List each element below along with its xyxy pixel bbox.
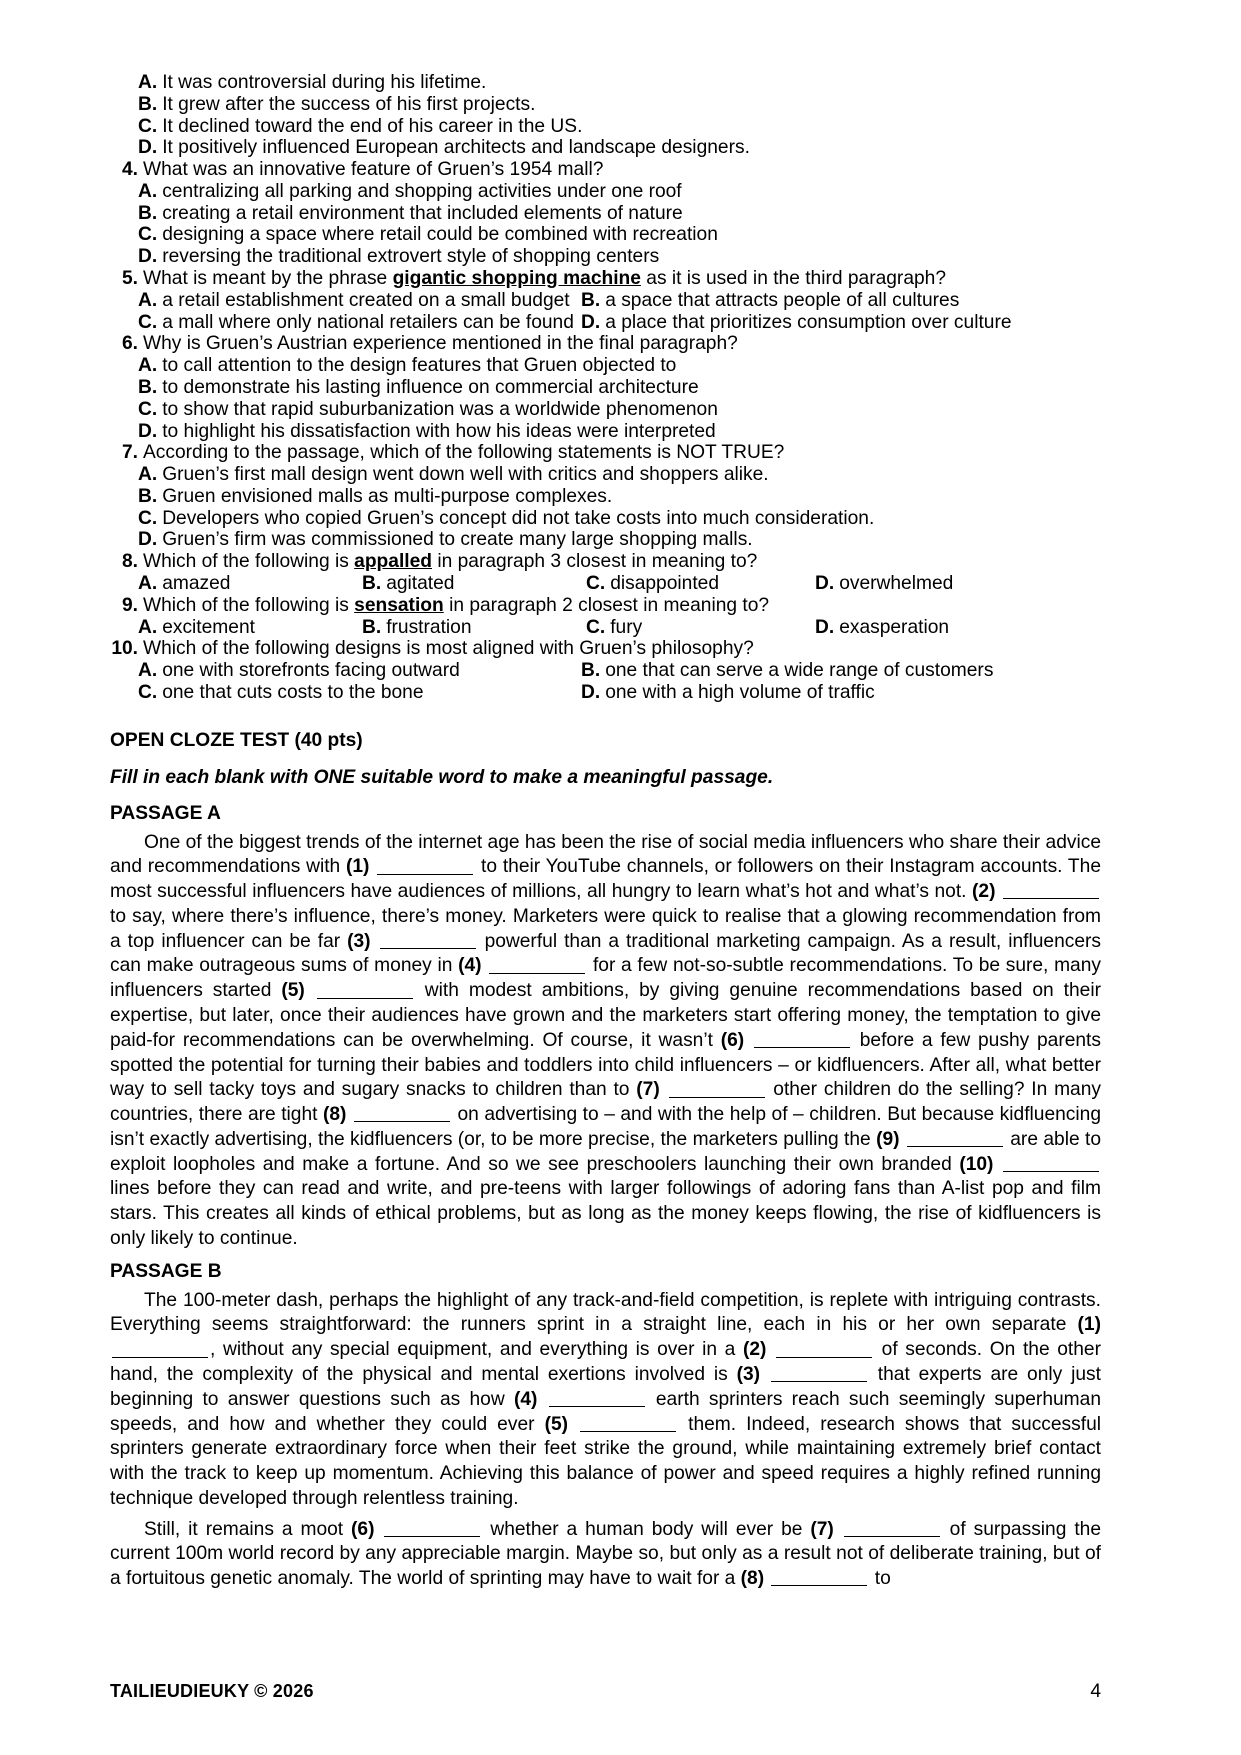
question-number: 10. <box>111 638 138 660</box>
option-text: Gruen envisioned malls as multi-purpose complexes. <box>162 485 613 507</box>
option-row-quad <box>110 617 1101 639</box>
option-text: to highlight his dissatisfaction with how his ideas were interpreted <box>162 420 716 442</box>
option-text: to call attention to the design features that Gruen objected to <box>162 355 677 377</box>
option-text: centralizing all parking and shopping activities under one roof <box>162 180 682 202</box>
option-cell <box>586 617 815 639</box>
option-text: agitated <box>386 572 455 594</box>
section-points: (40 pts) <box>294 729 363 751</box>
option-row <box>110 137 1101 159</box>
option-row-quad <box>110 573 1101 595</box>
option-text: Developers who copied Gruen’s concept did not take costs into much consideration. <box>162 507 875 529</box>
option-letter: D. <box>138 529 158 551</box>
option-cell <box>581 660 1101 682</box>
option-row-pair <box>110 682 1101 704</box>
option-cell <box>586 573 815 595</box>
option-letter: B. <box>138 485 158 507</box>
passage-b-paragraph-1: The 100-meter dash, perhaps the highlight of any track-and-field competition, is replete with intriguing contrasts. Everything seems straightforward: the runners sprint in a straight line, each in his or her own separate (1) , without any special equipment, and everything is over in a (2) of seconds. On the other hand, the complexity of the physical and mental exertions involved is (3) that experts are only just beginning to answer questions such as how (4) earth sprinters reach such seemingly superhuman speeds, and how and whether they could ever (5) them. Indeed, research shows that successful sprinters generate extraordinary force when their feet strike the ground, while maintaining extremely brief contact with the track to keep up momentum. Achieving this balance of power and speed requires a highly refined running technique developed through relentless training. <box>110 1289 1101 1509</box>
option-text: to demonstrate his lasting influence on commercial architecture <box>162 376 699 398</box>
question-7 <box>110 442 1101 464</box>
option-letter: C. <box>138 311 158 333</box>
option-row <box>110 224 1101 246</box>
question-stem: What was an innovative feature of Gruen’s 1954 mall? <box>143 159 604 181</box>
passage-a-paragraph: One of the biggest trends of the internet age has been the rise of social media influencers who share their advice and recommendations with (1) to their YouTube channels, or followers on their Instagram accounts. The most successful influencers have audiences of millions, all hungry to learn what’s hot and what’s not. (2) to say, where there’s influence, there’s money. Marketers were quick to realise that a glowing recommendation from a top influencer can be far (3) powerful than a traditional marketing campaign. As a result, influencers can make outrageous sums of money in (4) for a few not-so-subtle recommendations. To be sure, many influencers started (5) with modest ambitions, by giving genuine recommendations based on their expertise, but later, once their audiences have grown and the marketers start offering money, the temptation to give paid-for recommendations can be overwhelming. Of course, it wasn’t (6) before a few pushy parents spotted the potential for turning their babies and toddlers into child influencers – or kidfluencers. After all, what better way to sell tacky toys and sugary snacks to children than to (7) other children do the selling? In many countries, there are tight (8) on advertising to – and with the help of – children. But because kidfluencing isn’t exactly advertising, the kidfluencers (or, to be more precise, the marketers pulling the (9) are able to exploit loopholes and make a fortune. And so we see preschoolers launching their own branded (10) lines before they can read and write, and pre-teens with larger followings of adoring fans than A-list pop and film stars. This creates all kinds of ethical problems, but as long as the money keeps flowing, the rise of kidfluencers is only likely to continue. <box>110 831 1101 1249</box>
option-letter: C. <box>138 681 158 703</box>
question-10 <box>110 638 1101 660</box>
stem-part-before: What is meant by the phrase <box>143 268 393 290</box>
option-letter: C. <box>586 616 606 638</box>
question-stem: Which of the following designs is most aligned with Gruen’s philosophy? <box>143 638 754 660</box>
option-text: one with a high volume of traffic <box>605 681 875 703</box>
option-letter: A. <box>138 72 158 93</box>
option-text: fury <box>610 616 643 638</box>
question-number: 7. <box>121 442 138 464</box>
option-row <box>110 355 1101 377</box>
option-cell <box>138 290 581 312</box>
question-6 <box>110 333 1101 355</box>
option-text: It positively influenced European architects and landscape designers. <box>162 137 750 159</box>
option-row-pair <box>110 660 1101 682</box>
option-text: a space that attracts people of all cultures <box>605 289 960 311</box>
option-text: one with storefronts facing outward <box>162 660 460 682</box>
option-letter: D. <box>581 311 601 333</box>
option-row <box>110 529 1101 551</box>
option-text: It grew after the success of his first projects. <box>162 93 536 115</box>
option-text: a mall where only national retailers can be found <box>162 311 574 333</box>
question-number: 5. <box>121 268 138 290</box>
option-row <box>110 508 1101 530</box>
question-stem <box>143 551 1101 573</box>
option-letter: D. <box>581 681 601 703</box>
option-row <box>110 246 1101 268</box>
cloze-instruction: Fill in each blank with ONE suitable word to make a meaningful passage. <box>110 766 774 788</box>
option-row <box>110 94 1101 116</box>
option-text: amazed <box>162 572 231 594</box>
option-letter: C. <box>138 115 158 137</box>
reading-questions-list <box>110 72 1101 704</box>
option-row <box>110 377 1101 399</box>
question-stem <box>143 268 1101 290</box>
stem-part-after: as it is used in the third paragraph? <box>640 268 947 290</box>
option-cell <box>362 573 586 595</box>
page-number: 4 <box>1090 1681 1101 1702</box>
passage-b-label: PASSAGE B <box>110 1260 222 1282</box>
option-letter: C. <box>138 507 158 529</box>
option-letter: B. <box>581 289 601 311</box>
keyword-gigantic-shopping-machine: gigantic shopping machine <box>392 268 641 290</box>
option-text: It declined toward the end of his career in the US. <box>162 115 583 137</box>
question-number: 6. <box>121 333 138 355</box>
question-number: 4. <box>121 159 138 181</box>
option-letter: D. <box>815 572 835 594</box>
stem-part-after: in paragraph 3 closest in meaning to? <box>432 551 758 573</box>
option-letter: B. <box>581 660 601 682</box>
option-row <box>110 421 1101 443</box>
option-row-pair <box>110 290 1101 312</box>
option-letter: A. <box>138 616 158 638</box>
option-letter: D. <box>138 137 158 159</box>
option-cell <box>815 573 1101 595</box>
option-letter: B. <box>138 93 158 115</box>
option-text: one that cuts costs to the bone <box>162 681 424 703</box>
option-text: a place that prioritizes consumption over culture <box>605 311 1012 333</box>
option-letter: D. <box>138 246 158 268</box>
option-letter: A. <box>138 355 158 377</box>
option-cell <box>815 617 1101 639</box>
option-row <box>110 464 1101 486</box>
option-row <box>110 116 1101 138</box>
option-text: one that can serve a wide range of customers <box>605 660 994 682</box>
option-cell <box>581 312 1101 334</box>
option-cell <box>138 682 581 704</box>
option-cell <box>581 682 1101 704</box>
option-row <box>110 181 1101 203</box>
question-9 <box>110 595 1101 617</box>
question-number: 8. <box>121 551 138 573</box>
option-row <box>110 72 1101 94</box>
option-letter: B. <box>138 202 158 224</box>
option-text: exasperation <box>839 616 950 638</box>
option-row <box>110 486 1101 508</box>
option-cell <box>362 617 586 639</box>
option-letter: C. <box>138 224 158 246</box>
question-4 <box>110 159 1101 181</box>
question-number: 9. <box>121 594 138 616</box>
question-5 <box>110 268 1101 290</box>
option-row <box>110 399 1101 421</box>
option-text: overwhelmed <box>839 572 954 594</box>
option-letter: A. <box>138 572 158 594</box>
option-cell <box>138 573 362 595</box>
footer-brand: TAILIEUDIEUKY © 2026 <box>110 1681 314 1701</box>
option-letter: B. <box>138 376 158 398</box>
option-cell <box>138 312 581 334</box>
option-text: Gruen’s first mall design went down well with critics and shoppers alike. <box>162 464 769 486</box>
option-letter: A. <box>138 464 158 486</box>
option-row <box>110 203 1101 225</box>
option-letter: C. <box>138 398 158 420</box>
stem-part-before: Which of the following is <box>143 551 355 573</box>
option-letter: A. <box>138 180 158 202</box>
option-text: creating a retail environment that included elements of nature <box>162 202 683 224</box>
section-title: OPEN CLOZE TEST <box>110 729 290 751</box>
option-text: It was controversial during his lifetime. <box>162 72 487 93</box>
page-footer <box>110 1681 1101 1703</box>
option-letter: B. <box>362 572 382 594</box>
open-cloze-heading <box>110 730 1101 752</box>
option-text: designing a space where retail could be combined with recreation <box>162 224 718 246</box>
stem-part-before: Which of the following is <box>143 594 355 616</box>
option-text: excitement <box>162 616 255 638</box>
option-text: a retail establishment created on a small budget <box>162 289 570 311</box>
question-8 <box>110 551 1101 573</box>
option-text: to show that rapid suburbanization was a worldwide phenomenon <box>162 398 718 420</box>
option-text: frustration <box>386 616 472 638</box>
option-letter: D. <box>815 616 835 638</box>
option-letter: A. <box>138 289 158 311</box>
keyword-appalled: appalled <box>354 551 432 573</box>
option-text: Gruen’s firm was commissioned to create many large shopping malls. <box>162 529 753 551</box>
option-row-pair <box>110 312 1101 334</box>
question-stem: According to the passage, which of the following statements is NOT TRUE? <box>143 442 785 464</box>
option-cell <box>138 617 362 639</box>
option-letter: B. <box>362 616 382 638</box>
option-letter: D. <box>138 420 158 442</box>
passage-a-label: PASSAGE A <box>110 802 221 824</box>
option-cell <box>581 290 1101 312</box>
option-text: reversing the traditional extrovert style of shopping centers <box>162 246 660 268</box>
option-text: disappointed <box>610 572 720 594</box>
question-stem <box>143 595 1101 617</box>
keyword-sensation: sensation <box>354 594 444 616</box>
passage-b-paragraph-2: Still, it remains a moot (6) whether a human body will ever be (7) of surpassing the current 100m world record by any appreciable margin. Maybe so, but only as a result not of deliberate training, but of a fortuitous genetic anomaly. The world of sprinting may have to wait for a (8) to <box>110 1518 1101 1590</box>
question-stem: Why is Gruen’s Austrian experience mentioned in the final paragraph? <box>143 333 738 355</box>
option-letter: C. <box>586 572 606 594</box>
option-letter: A. <box>138 660 158 682</box>
option-cell <box>138 660 581 682</box>
stem-part-after: in paragraph 2 closest in meaning to? <box>443 594 770 616</box>
